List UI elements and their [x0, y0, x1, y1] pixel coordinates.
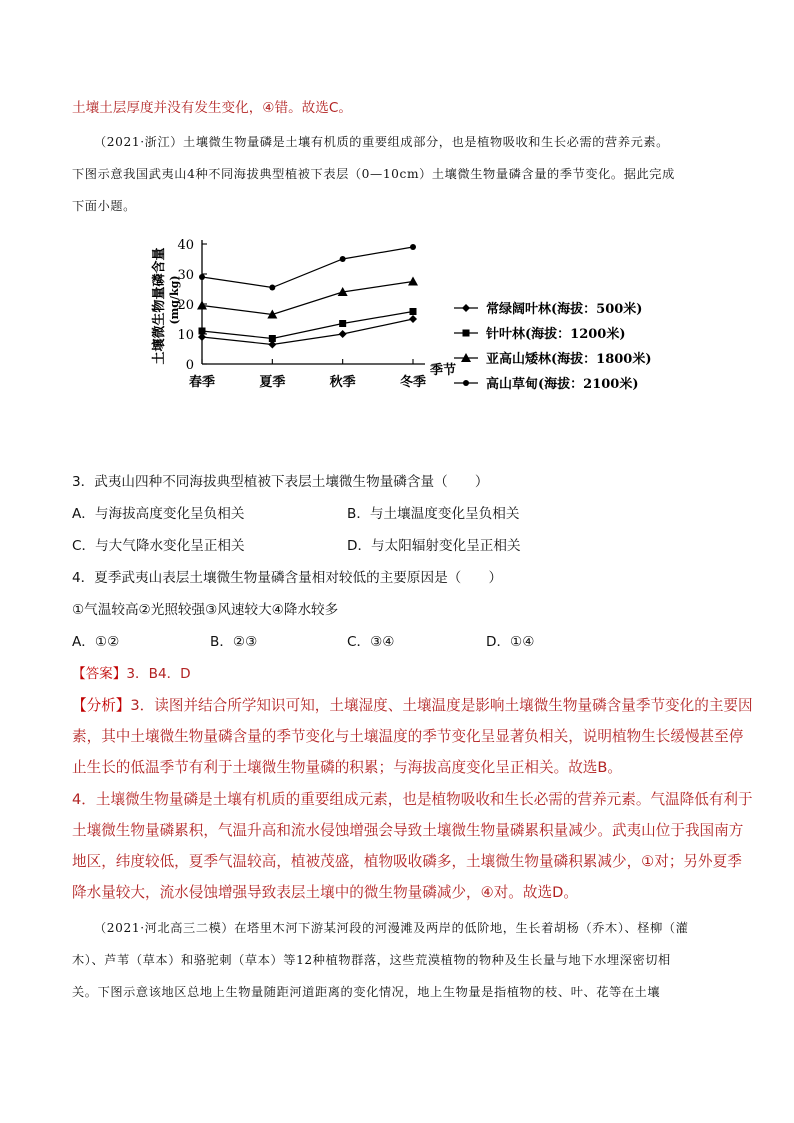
- x-tick-label: 冬季: [399, 375, 427, 390]
- data-point: [339, 320, 346, 327]
- passage1-line2: 下图示意我国武夷山4种不同海拔典型植被下表层（0—10cm）土壤微生物量磷含量的季节变化。据此完成: [72, 167, 675, 181]
- y-tick-label: 0: [185, 358, 194, 373]
- analysis-label: 【分析】: [72, 697, 131, 714]
- series-line-1: [202, 319, 413, 345]
- legend-marker: [463, 380, 469, 386]
- legend-marker: [462, 304, 470, 312]
- data-point: [269, 285, 275, 291]
- analysis-line3: 止生长的低温季节有利于土壤微生物量磷的积累；与海拔高度变化呈正相关。故选B。: [72, 759, 622, 776]
- q3-option-b: B．与土壤温度变化呈负相关: [347, 506, 520, 522]
- x-tick-label: 夏季: [259, 375, 286, 390]
- intro-line: 土壤土层厚度并没有发生变化，④错。故选C。: [72, 100, 352, 116]
- x-tick-label: 秋季: [329, 375, 356, 390]
- analysis-line1: [72, 696, 753, 716]
- data-point: [199, 274, 205, 280]
- y-tick-label: 30: [177, 268, 194, 283]
- q4-option-a: A．①②: [72, 634, 120, 650]
- q4-stem: 4．夏季武夷山表层土壤微生物量磷含量相对较低的主要原因是（ ）: [72, 570, 503, 586]
- q4-option-d: D．①④: [486, 634, 535, 650]
- series-line-3: [202, 282, 413, 315]
- legend-label: 高山草甸(海拔：2100米): [486, 377, 639, 392]
- analysis-line6: 地区，纬度较低，夏季气温较高，植被茂盛，植物吸收磷多，土壤微生物量磷积累减少，①对；另外夏季: [72, 853, 742, 870]
- data-point: [269, 335, 276, 342]
- analysis-line5: 土壤微生物量磷累积，气温升高和流水侵蚀增强会导致土壤微生物量磷累积量减少。武夷山位于我国南方: [72, 822, 744, 839]
- analysis-text-1: 3．读图并结合所学知识可知，土壤湿度、土壤温度是影响土壤微生物量磷含量季节变化的主要因: [130, 697, 753, 714]
- series-line-2: [202, 312, 413, 339]
- answer-line: [72, 664, 191, 684]
- q3-option-a: A．与海拔高度变化呈负相关: [72, 506, 245, 522]
- legend-label: 常绿阔叶林(海拔：500米): [486, 302, 643, 317]
- series-line-4: [202, 247, 413, 288]
- q4-items: ①气温较高②光照较强③风速较大④降水较多: [72, 602, 339, 618]
- data-point: [197, 301, 207, 310]
- legend-label: 亚高山矮林(海拔：1800米): [486, 352, 652, 367]
- q4-option-b: B．②③: [210, 634, 258, 650]
- data-point: [409, 315, 417, 323]
- data-point: [339, 330, 347, 338]
- q3-option-d: D．与太阳辐射变化呈正相关: [347, 538, 521, 554]
- passage2-line1: （2021·河北高三二模）在塔里木河下游某河段的河漫滩及两岸的低阶地，生长着胡杨（乔木）、柽柳（灌: [94, 921, 689, 935]
- answer-label: 【答案】: [72, 666, 127, 682]
- y-axis-unit: (mg/kg): [168, 275, 181, 325]
- data-point: [340, 256, 346, 262]
- x-axis-title: 季节: [430, 363, 457, 378]
- analysis-line2: 素，其中土壤微生物量磷含量的季节变化与土壤温度的季节变化呈显著负相关，说明植物生长缓慢甚至停: [72, 728, 744, 745]
- line-chart: [0, 228, 794, 448]
- passage1-line3: 下面小题。: [72, 199, 136, 213]
- passage1-line1: （2021·浙江）土壤微生物量磷是土壤有机质的重要组成部分，也是植物吸收和生长必需的营养元素。: [94, 135, 669, 149]
- q4-option-c: C．③④: [347, 634, 395, 650]
- legend-label: 针叶林(海拔：1200米): [486, 327, 626, 342]
- analysis-line4: 4．土壤微生物量磷是土壤有机质的重要组成元素，也是植物吸收和生长必需的营养元素。气温降低有利于: [72, 791, 753, 808]
- data-point: [199, 328, 206, 335]
- data-point: [408, 277, 418, 286]
- y-axis-title: 土壤微生物量磷含量: [152, 247, 167, 365]
- data-point: [410, 244, 416, 250]
- passage2-line3: 关。下图示意该地区总地上生物量随距河道距离的变化情况，地上生物量是指植物的枝、叶、花等在土壤: [72, 985, 661, 999]
- answer-text: 3．B4．D: [126, 666, 191, 682]
- analysis-line7: 降水量较大，流水侵蚀增强导致表层土壤中的微生物量磷减少，④对。故选D。: [72, 884, 578, 901]
- data-point: [410, 308, 417, 315]
- q3-stem: 3．武夷山四种不同海拔典型植被下表层土壤微生物量磷含量（ ）: [72, 474, 489, 490]
- y-tick-label: 40: [177, 238, 194, 253]
- y-tick-label: 10: [177, 328, 194, 343]
- q3-option-c: C．与大气降水变化呈正相关: [72, 538, 245, 554]
- legend-marker: [463, 330, 470, 337]
- x-tick-label: 春季: [188, 375, 216, 390]
- passage2-line2: 木）、芦苇（草本）和骆驼刺（草本）等12种植物群落，这些荒漠植物的物种及生长量与地下水埋深密切相: [72, 953, 671, 967]
- y-tick-label: 20: [177, 298, 194, 313]
